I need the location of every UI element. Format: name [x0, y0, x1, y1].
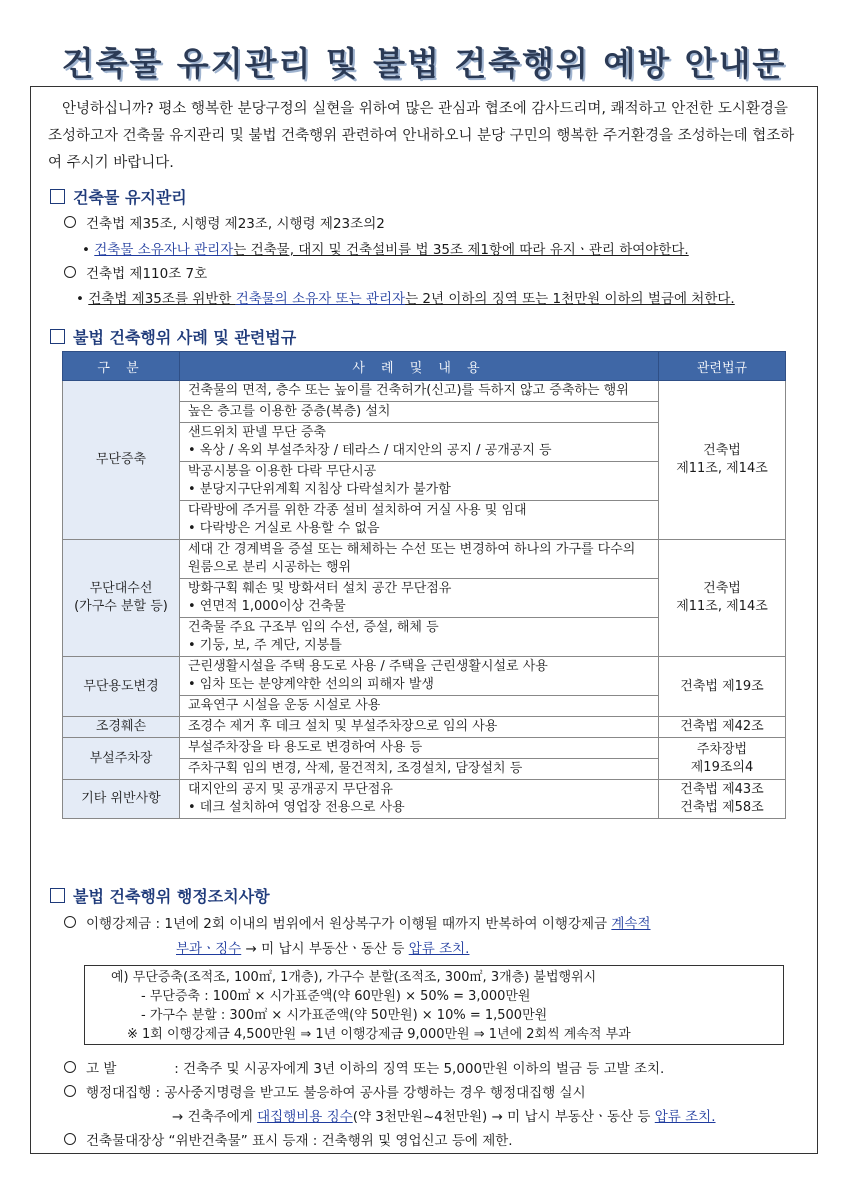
circle-bullet-icon: [64, 266, 76, 278]
circle-bullet-icon: [64, 916, 76, 928]
circle-bullet-icon: [64, 216, 76, 228]
law-item: 건축법 제110조 7호: [64, 262, 207, 282]
case-cell: 건축물의 면적, 층수 또는 높이를 건축허가(신고)를 득하지 않고 증축하는 행위: [180, 381, 659, 402]
law-cell: 주차장법 제19조의4: [659, 738, 786, 780]
fine-item-cont: 부과ㆍ징수 → 미 납시 부동산ㆍ동산 등 압류 조치.: [176, 941, 470, 957]
proxy-item-cont: → 건축주에게 대집행비용 징수(약 3천만원~4천만원) → 미 납시 부동산ㆍ동산 등 압류 조치.: [172, 1109, 716, 1125]
case-cell: 주차구획 임의 변경, 삭제, 물건적치, 조경설치, 담장설치 등: [180, 759, 659, 780]
case-cell: 높은 층고를 이용한 중층(복층) 설치: [180, 402, 659, 423]
section-heading-maintenance: 건축물 유지관리: [50, 185, 187, 208]
circle-bullet-icon: [64, 1061, 76, 1073]
fine-item: 이행강제금 : 1년에 2회 이내의 범위에서 원상복구가 이행될 때까지 반복하여 이행강제금 계속적: [64, 912, 651, 932]
table-row: [63, 717, 786, 738]
square-bullet-icon: [50, 189, 65, 204]
law-detail: • 건축물 소유자나 관리자는 건축물, 대지 및 건축설비를 법 35조 제1항에 따라 유지ㆍ관리 하여야한다.: [82, 242, 689, 258]
table-row: [63, 381, 786, 402]
circle-bullet-icon: [64, 1133, 76, 1145]
table-row: [63, 540, 786, 579]
table-row: [63, 780, 786, 819]
category-cell: 무단대수선 (가구수 분할 등): [63, 540, 180, 657]
complaint-item: 고 발 : 건축주 및 시공자에게 3년 이하의 징역 또는 5,000만원 이하의 벌금 등 고발 조치.: [64, 1057, 664, 1077]
column-header: 사 례 및 내 용: [180, 352, 659, 381]
table-row: [63, 657, 786, 696]
table-row: [63, 738, 786, 759]
column-header: 구 분: [63, 352, 180, 381]
section-heading-admin: 불법 건축행위 행정조치사항: [50, 884, 270, 907]
case-cell: 다락방에 주거를 위한 각종 설비 설치하여 거실 사용 및 임대 • 다락방은 거실로 사용할 수 없음: [180, 501, 659, 540]
case-cell: 부설주차장을 타 용도로 변경하여 사용 등: [180, 738, 659, 759]
section-heading-violations: 불법 건축행위 사례 및 관련법규: [50, 325, 296, 348]
category-cell: 부설주차장: [63, 738, 180, 780]
intro-paragraph: 안녕하십니까? 평소 행복한 분당구정의 실현을 위하여 많은 관심과 협조에 감사드리며, 쾌적하고 안전한 도시환경을 조성하고자 건축물 유지관리 및 불법 건축행위 관련하여 안내하오니 분당 구민의 행복한 주거환경을 조성하는데 협조하여 주시기 바랍니다.: [48, 101, 795, 171]
law-item: 건축법 제35조, 시행령 제23조, 시행령 제23조의2: [64, 212, 385, 232]
law-detail: • 건축법 제35조를 위반한 건축물의 소유자 또는 관리자는 2년 이하의 징역 또는 1천만원 이하의 벌금에 처한다.: [76, 291, 735, 307]
law-cell: 건축법 제19조: [659, 657, 786, 717]
category-cell: 무단용도변경: [63, 657, 180, 717]
example-line: - 무단증축 : 100㎡ × 시가표준액(약 60만원) × 50% = 3,000만원: [141, 989, 531, 1004]
square-bullet-icon: [50, 888, 65, 903]
example-line: ※ 1회 이행강제금 4,500만원 ⇒ 1년 이행강제금 9,000만원 ⇒ 1년에 2회씩 계속적 부과: [127, 1027, 631, 1042]
law-cell: 건축법 제43조 건축법 제58조: [659, 780, 786, 819]
example-line: - 가구수 분할 : 300㎡ × 시가표준액(약 50만원) × 10% = 1,500만원: [141, 1008, 548, 1023]
column-header: 관련법규: [659, 352, 786, 381]
page-title: 건축물 유지관리 및 불법 건축행위 예방 안내문: [61, 44, 787, 83]
law-cell: 건축법 제11조, 제14조: [659, 381, 786, 540]
category-cell: 무단증축: [63, 381, 180, 540]
case-cell: 근린생활시설을 주택 용도로 사용 / 주택을 근린생활시설로 사용 • 임차 또는 분양계약한 선의의 피해자 발생: [180, 657, 659, 696]
case-cell: 세대 간 경계벽을 증설 또는 해체하는 수선 또는 변경하여 하나의 가구를 다수의 원룸으로 분리 시공하는 행위: [180, 540, 659, 579]
case-cell: 건축물 주요 구조부 임의 수선, 증설, 해체 등 • 기둥, 보, 주 계단, 지붕틀: [180, 618, 659, 657]
proxy-item: 행정대집행 : 공사중지명령을 받고도 불응하여 공사를 강행하는 경우 행정대집행 실시: [64, 1081, 586, 1101]
case-cell: 교육연구 시설을 운동 시설로 사용: [180, 696, 659, 717]
case-cell: 조경수 제거 후 데크 설치 및 부설주차장으로 임의 사용: [180, 717, 659, 738]
fine-example-box: [84, 965, 784, 1045]
register-item: 건축물대장상 “위반건축물” 표시 등재 : 건축행위 및 영업신고 등에 제한.: [64, 1129, 513, 1149]
square-bullet-icon: [50, 329, 65, 344]
example-line: 예) 무단증축(조적조, 100㎡, 1개층), 가구수 분할(조적조, 300㎡, 3개층) 불법행위시: [111, 970, 597, 985]
case-cell: 대지안의 공지 및 공개공지 무단점유 • 데크 설치하여 영업장 전용으로 사용: [180, 780, 659, 819]
case-cell: 방화구획 훼손 및 방화셔터 설치 공간 무단점유 • 연면적 1,000이상 건축물: [180, 579, 659, 618]
violations-table: [62, 351, 786, 819]
law-cell: 건축법 제42조: [659, 717, 786, 738]
case-cell: 박공시붕을 이용한 다락 무단시공 • 분당지구단위계획 지침상 다락설치가 불가함: [180, 462, 659, 501]
category-cell: 조경훼손: [63, 717, 180, 738]
law-cell: 건축법 제11조, 제14조: [659, 540, 786, 657]
table-body: [63, 381, 786, 819]
category-cell: 기타 위반사항: [63, 780, 180, 819]
case-cell: 샌드위치 판넬 무단 증축 • 옥상 / 옥외 부설주차장 / 테라스 / 대지안의 공지 / 공개공지 등: [180, 423, 659, 462]
circle-bullet-icon: [64, 1085, 76, 1097]
